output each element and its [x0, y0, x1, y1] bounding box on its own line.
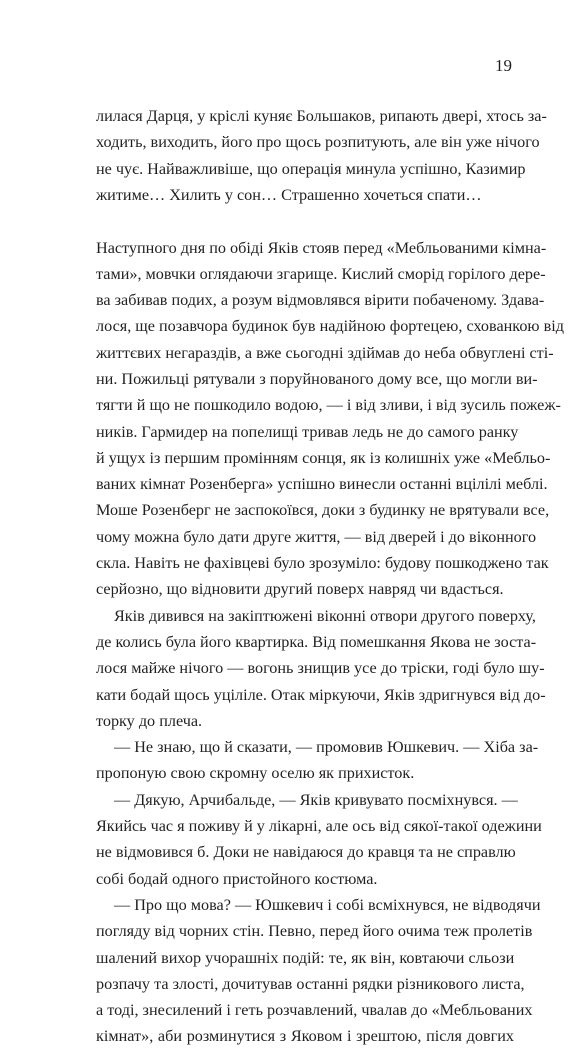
text-line: тами», мовчки оглядаючи згарище. Кислий сморід горілого дере-: [96, 264, 546, 283]
paragraph-section-start: [96, 235, 564, 603]
text-line: чому можна було дати друге життя, — від дверей і до віконного: [96, 527, 537, 546]
text-line: — Не знаю, що й сказати, — промовив Юшкевич. — Хіба за-: [114, 738, 539, 757]
text-line: лося, ще позавчора будинок був надійною фортецею, схованкою від: [96, 317, 564, 336]
text-line: ни. Пожильці рятували з поруйнованого дому все, що могли ви-: [96, 369, 538, 388]
text-line: кати бодай щось уціліле. Отак міркуючи, Яків здригнувся від до-: [96, 685, 546, 704]
text-line: — Про що мова? — Юшкевич і собі всміхнувся, не відводячи: [114, 896, 541, 914]
paragraph: [96, 603, 546, 734]
text-line: розпачу та злості, дочитував останні рядки різникового листа,: [96, 974, 525, 993]
paragraph-dialogue: [96, 734, 539, 787]
text-line: ходить, виходить, його про щось розпитують, але він уже нічого: [96, 133, 540, 152]
text-line: Наступного дня по обіді Яків стояв перед «Мебльованими кімна-: [96, 238, 547, 257]
text-line: погляду від чорних стін. Певно, перед його очима теж пролетів: [96, 922, 533, 941]
text-line: а тоді, знесилений і геть розчавлений, чвалав до «Мебльованих: [96, 1001, 533, 1020]
paragraph-dialogue: [96, 787, 542, 892]
text-line: — Дякую, Арчибальде, — Яків кривувато посміхнувся. —: [114, 790, 518, 809]
text-line: ва забивав подих, а розум відмовлявся вірити побаченому. Здава-: [96, 291, 545, 310]
text-line: не чує. Найважливіше, що операція минула успішно, Казимир: [96, 159, 526, 178]
text-line: Яків дивився на закіптюжені віконні отвори другого поверху,: [114, 606, 536, 625]
text-line: житиме… Хилить у сон… Страшенно хочеться спати…: [96, 185, 482, 204]
text-line: торку до плеча.: [96, 711, 203, 730]
paragraph-dialogue: [96, 892, 541, 1050]
text-line: лилася Дарця, у кріслі куняє Большаков, рипають двері, хтось за-: [96, 107, 547, 125]
text-line: й ущух із першим промінням сонця, як із колишніх уже «Мебльо-: [96, 448, 551, 467]
text-line: Моше Розенберг не заспокоївся, доки з будинку не врятували все,: [96, 501, 550, 520]
text-line: серйозно, що відновити другий поверх навряд чи вдасться.: [96, 580, 504, 599]
text-line: лося майже нічого — вогонь знищив усе до тріски, годі було шу-: [96, 659, 545, 678]
text-line: Якийсь час я поживу й у лікарні, але ось від сякої-такої одежини: [96, 817, 542, 836]
text-line: де колись була його квартирка. Від помешкання Якова не зоста-: [96, 632, 537, 651]
text-line: скла. Навіть не фахівцеві було зрозуміло: будову пошкоджено так: [96, 554, 549, 573]
text-line: шалений вихор учорашніх подій: те, як він, ковтаючи сльози: [96, 948, 515, 967]
text-line: не відмовився б. Доки не навідаюся до кравця та не справлю: [96, 843, 516, 862]
text-line: собі бодай одного пристойного костюма.: [96, 869, 378, 888]
page-number: 19: [495, 56, 512, 75]
text-line: тягти й що не пошкодило водою, — і від зливи, і від зусиль пожеж-: [96, 396, 561, 415]
text-line: кімнат», аби розминутися з Яковом і зрештою, після довгих: [96, 1027, 514, 1046]
paragraph-continuation: [96, 103, 547, 208]
text-line: ваних кімнат Розенберга» успішно винесли останні вцілілі меблі.: [96, 475, 548, 494]
text-line: життєвих негараздів, а вже сьогодні здіймав до неба обвуглені сті-: [96, 343, 554, 362]
text-line: ників. Гармидер на попелищі тривав ледь не до самого ранку: [96, 422, 519, 441]
text-line: пропоную свою скромну оселю як прихисток.: [96, 764, 415, 783]
